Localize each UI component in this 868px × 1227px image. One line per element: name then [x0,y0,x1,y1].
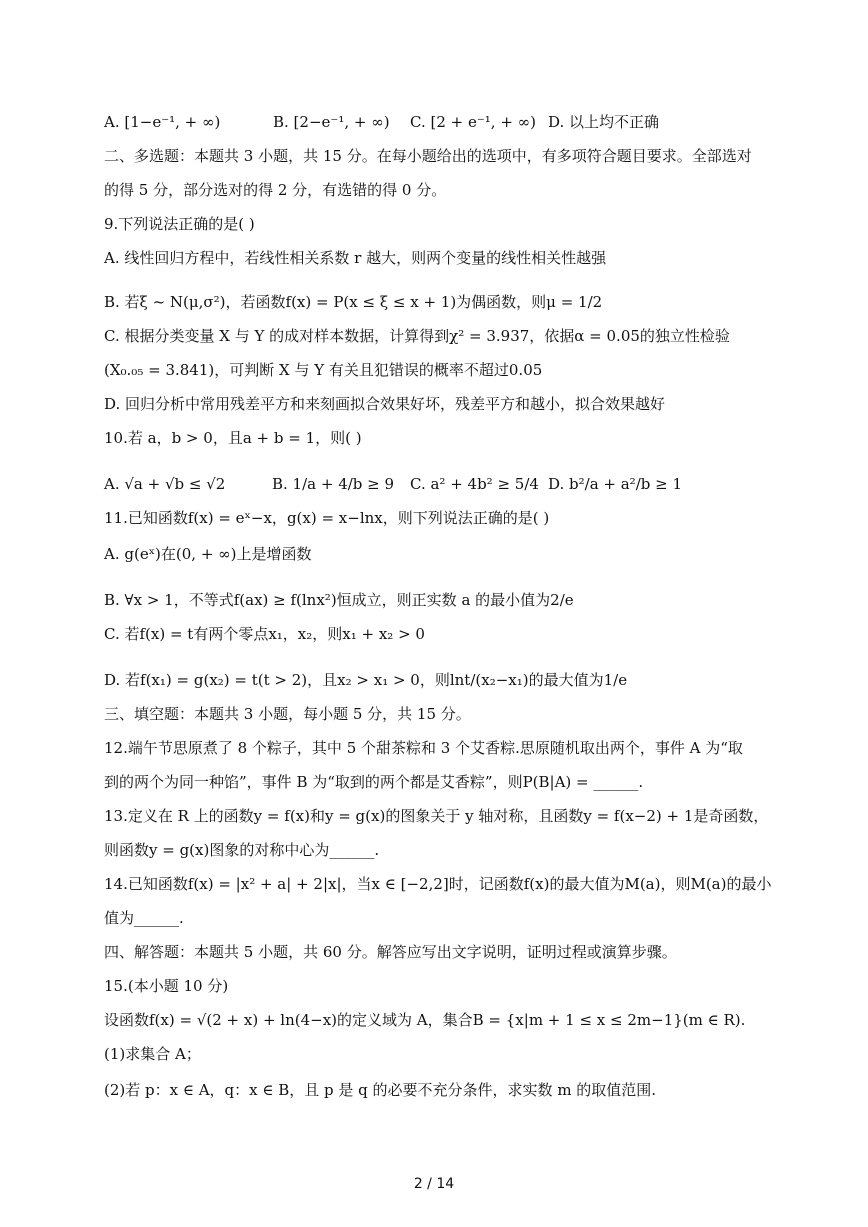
page-number: 2 / 14 [413,1176,455,1192]
q15-stem: 设函数f(x) = √(2 + x) + ln(4−x)的定义域为 A，集合B = {x|m + 1 ≤ x ≤ 2m−1}(m ∈ R). [104,1011,746,1029]
q14-line1: 14.已知函数f(x) = |x² + a| + 2|x|，当x ∈ [−2,2]时，记函数f(x)的最大值为M(a)，则M(a)的最小 [104,875,772,893]
section4-heading: 四、解答题：本题共 5 小题，共 60 分。解答应写出文字说明，证明过程或演算步骤。 [104,943,677,961]
q10-option-d: D. b²/a + a²/b ≥ 1 [548,475,683,493]
q9-option-b: B. 若ξ ~ N(μ,σ²)，若函数f(x) = P(x ≤ ξ ≤ x + 1)为偶函数，则μ = 1/2 [104,293,603,311]
q10-option-b: B. 1/a + 4/b ≥ 9 [272,475,395,493]
section2-heading-line2: 的得 5 分，部分选对的得 2 分，有选错的得 0 分。 [104,181,447,199]
q10-option-a: A. √a + √b ≤ √2 [104,475,226,493]
q11-option-b: B. ∀x > 1，不等式f(ax) ≥ f(lnx²)恒成立，则正实数 a 的最小值为2/e [104,591,574,609]
q15-part2: (2)若 p：x ∈ A，q：x ∈ B，且 p 是 q 的必要不充分条件，求实数 m 的取值范围. [104,1081,657,1099]
section3-heading: 三、填空题：本题共 3 小题，每小题 5 分，共 15 分。 [104,705,471,723]
q13-line1: 13.定义在 R 上的函数y = f(x)和y = g(x)的图象关于 y 轴对称，且函数y = f(x−2) + 1是奇函数， [104,807,769,825]
q8-option-d: D. 以上均不正确 [548,113,660,131]
q12-line2: 到的两个为同一种馅”，事件 B 为“取到的两个都是艾香粽”，则P(B|A) = ______. [104,773,644,791]
q14-line2: 值为______. [104,909,184,927]
q9-option-a: A. 线性回归方程中，若线性相关系数 r 越大，则两个变量的线性相关性越强 [104,249,607,267]
q8-option-b: B. [2−e⁻¹, + ∞) [273,113,390,131]
q11-option-c: C. 若f(x) = t有两个零点x₁，x₂，则x₁ + x₂ > 0 [104,625,425,643]
q13-line2: 则函数y = g(x)图象的对称中心为______. [104,841,380,859]
q11-option-d: D. 若f(x₁) = g(x₂) = t(t > 2)，且x₂ > x₁ > 0，则lnt/(x₂−x₁)的最大值为1/e [104,671,628,689]
q10-option-c: C. a² + 4b² ≥ 5/4 [410,475,539,493]
q9-option-c-line2: (X₀.₀₅ = 3.841)，可判断 X 与 Y 有关且犯错误的概率不超过0.05 [104,361,543,379]
q12-line1: 12.端午节思原煮了 8 个粽子，其中 5 个甜茶粽和 3 个艾香粽.思原随机取出两个，事件 A 为“取 [104,739,743,757]
q11-stem: 11.已知函数f(x) = eˣ−x，g(x) = x−lnx，则下列说法正确的是( ) [104,509,550,527]
q8-option-a: A. [1−e⁻¹, + ∞) [104,113,221,131]
q10-stem: 10.若 a，b > 0，且a + b = 1，则( ) [104,429,362,447]
q9-option-d: D. 回归分析中常用残差平方和来刻画拟合效果好坏，残差平方和越小，拟合效果越好 [104,395,666,413]
q11-option-a: A. g(eˣ)在(0, + ∞)上是增函数 [104,545,312,563]
q15-heading: 15.(本小题 10 分) [104,977,229,995]
section2-heading-line1: 二、多选题：本题共 3 小题，共 15 分。在每小题给出的选项中，有多项符合题目要求。全部选对 [104,147,752,165]
q8-option-c: C. [2 + e⁻¹, + ∞) [410,113,537,131]
q15-part1: (1)求集合 A； [104,1045,201,1063]
q9-option-c-line1: C. 根据分类变量 X 与 Y 的成对样本数据，计算得到χ² = 3.937，依据α = 0.05的独立性检验 [104,327,730,345]
q9-stem: 9.下列说法正确的是( ) [104,215,255,233]
